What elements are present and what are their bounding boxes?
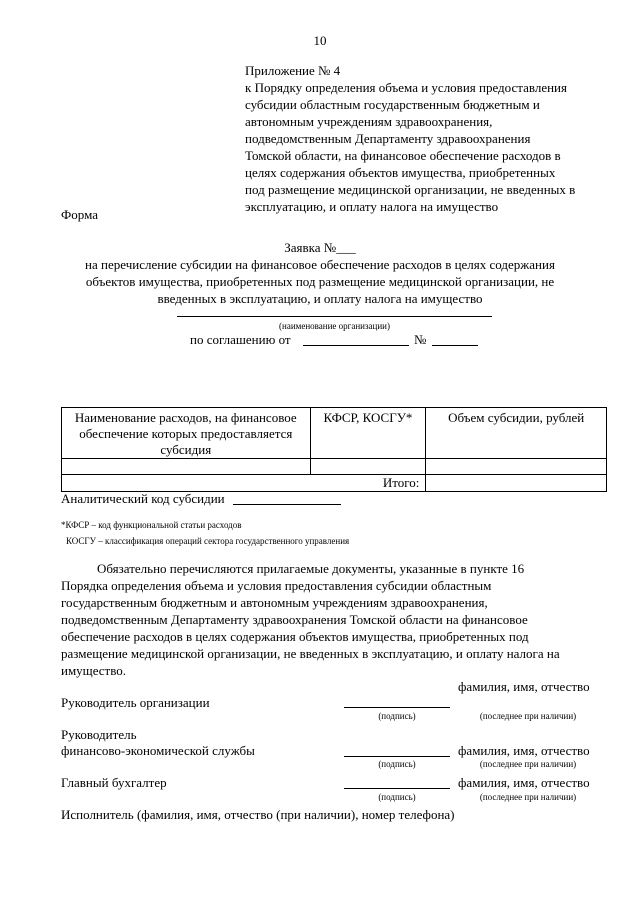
appendix-line: Томской области, на финансовое обеспечение расходов в bbox=[245, 148, 561, 163]
finance-head-signature-line[interactable] bbox=[344, 756, 450, 757]
table-cell[interactable] bbox=[310, 459, 426, 475]
if-any-caption: (последнее при наличии) bbox=[479, 711, 577, 721]
subtitle-line: на перечисление субсидии на финансовое обеспечение расходов в целях содержания bbox=[85, 257, 555, 272]
fio-label: фамилия, имя, отчество bbox=[458, 775, 590, 790]
paragraph-line: размещение медицинской организации, не введенных в эксплуатацию, и оплату налога на bbox=[61, 646, 560, 661]
agreement-number-sign: № bbox=[414, 332, 427, 347]
header-subsidy-amount: Объем субсидии, рублей bbox=[426, 408, 607, 459]
appendix-line: эксплуатацию, и оплату налога на имущество bbox=[245, 199, 499, 214]
footnote-kosgu: КОСГУ – классификация операций сектора государственного управления bbox=[66, 536, 350, 546]
if-any-caption: (последнее при наличии) bbox=[479, 759, 577, 769]
form-label: Форма bbox=[61, 207, 98, 222]
appendix-line: к Порядку определения объема и условия предоставления bbox=[245, 80, 567, 95]
application-title: Заявка №___ bbox=[284, 240, 356, 255]
page-number: 10 bbox=[313, 33, 327, 48]
chief-accountant-label: Главный бухгалтер bbox=[61, 775, 167, 790]
header-kfsr-kosgu: КФСР, КОСГУ* bbox=[310, 408, 426, 459]
executor-line: Исполнитель (фамилия, имя, отчество (при наличии), номер телефона) bbox=[61, 807, 455, 822]
table-row bbox=[62, 459, 607, 475]
appendix-line: субсидии областным государственным бюджетным и bbox=[245, 97, 540, 112]
paragraph-line: Обязательно перечисляются прилагаемые документы, указанные в пункте 16 bbox=[97, 561, 525, 576]
table-cell[interactable] bbox=[62, 459, 311, 475]
finance-head-label-1: Руководитель bbox=[61, 727, 137, 742]
footnote-kfsr: *КФСР – код функциональной статьи расходов bbox=[61, 520, 242, 530]
appendix-line: под размещение медицинской организации, не введенных в bbox=[245, 182, 576, 197]
total-value-cell[interactable] bbox=[426, 475, 607, 492]
chief-accountant-signature-line[interactable] bbox=[344, 788, 450, 789]
paragraph-line: государственным бюджетным и автономным учреждениям здравоохранения, bbox=[61, 595, 488, 610]
agreement-number-line[interactable] bbox=[432, 345, 478, 346]
documents-paragraph bbox=[61, 560, 609, 679]
appendix-line: целях содержания объектов имущества, приобретенных bbox=[245, 165, 556, 180]
appendix-block bbox=[245, 62, 615, 215]
table-total-row bbox=[62, 475, 607, 492]
fio-label: фамилия, имя, отчество bbox=[458, 743, 590, 758]
signature-caption: (подпись) bbox=[378, 759, 416, 769]
appendix-title: Приложение № 4 bbox=[245, 63, 341, 78]
expenses-table bbox=[61, 407, 607, 492]
fio-label: фамилия, имя, отчество bbox=[458, 679, 590, 694]
subtitle-line: объектов имущества, приобретенных под размещение медицинской организации, не bbox=[85, 274, 555, 289]
signature-caption: (подпись) bbox=[378, 711, 416, 721]
paragraph-line: обеспечение расходов в целях содержания объектов имущества, приобретенных под bbox=[61, 629, 529, 644]
total-label: Итого: bbox=[62, 475, 426, 492]
header-expense-name: Наименование расходов, на финансовое обеспечение которых предоставляется субсидия bbox=[62, 408, 311, 459]
if-any-caption: (последнее при наличии) bbox=[479, 792, 577, 802]
org-name-line bbox=[177, 316, 492, 317]
paragraph-line: имущество. bbox=[61, 663, 127, 678]
application-subtitle bbox=[40, 256, 600, 307]
head-signature-line[interactable] bbox=[344, 707, 450, 708]
finance-head-label-2: финансово-экономической службы bbox=[61, 743, 255, 758]
agreement-label: по соглашению от bbox=[190, 332, 291, 347]
paragraph-line: Порядка определения объема и условия предоставления субсидии областным bbox=[61, 578, 492, 593]
table-header-row bbox=[62, 408, 607, 459]
head-label: Руководитель организации bbox=[61, 695, 210, 710]
paragraph-line: подведомственным Департаменту здравоохранения Томской области на финансовое bbox=[61, 612, 528, 627]
analytic-code-label: Аналитический код субсидии bbox=[61, 491, 225, 506]
signature-caption: (подпись) bbox=[378, 792, 416, 802]
analytic-code-line[interactable] bbox=[233, 504, 341, 505]
appendix-line: автономным учреждениям здравоохранения, bbox=[245, 114, 493, 129]
subtitle-line: введенных в эксплуатацию, и оплату налога на имущество bbox=[157, 291, 483, 306]
appendix-line: подведомственным Департаменту здравоохранения bbox=[245, 131, 531, 146]
agreement-date-line[interactable] bbox=[303, 345, 409, 346]
table-cell[interactable] bbox=[426, 459, 607, 475]
org-name-caption: (наименование организации) bbox=[279, 321, 390, 331]
